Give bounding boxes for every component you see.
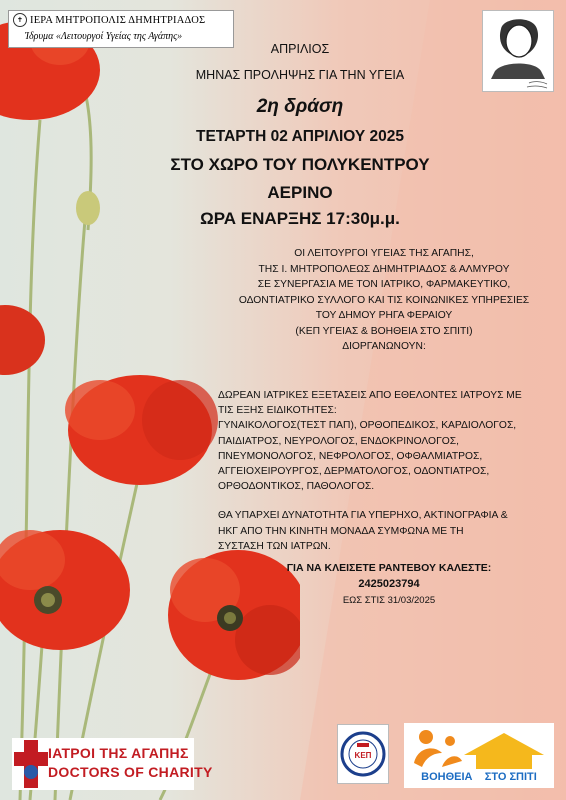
event-village: ΑΕΡΙΝΟ bbox=[267, 183, 333, 202]
exam-line: ΔΩΡΕΑΝ ΙΑΤΡΙΚΕΣ ΕΞΕΤΑΣΕΙΣ ΑΠΟ ΕΘΕΛΟΝΤΕΣ ΙΑΤΡΟΥΣ ΜΕ bbox=[218, 390, 522, 401]
kep-label: ΚΕΠ bbox=[354, 751, 372, 760]
exam-line: ΑΓΓΕΙΟΧΕΙΡΟΥΡΓΟΣ, ΔΕΡΜΑΤΟΛΟΓΟΣ, ΟΔΟΝΤΙΑΤΡΟΣ, bbox=[218, 466, 490, 478]
poppy-bud bbox=[76, 191, 100, 225]
event-time: ΩΡΑ ΕΝΑΡΞΗΣ 17:30μ.μ. bbox=[200, 209, 400, 228]
extra-line: ΗΚΓ ΑΠΟ ΤΗΝ ΚΙΝΗΤΗ ΜΟΝΑΔΑ ΣΥΜΦΩΝΑ ΜΕ ΤΗ bbox=[218, 525, 464, 537]
organizer-line: ΣΕ ΣΥΝΕΡΓΑΣΙΑ ΜΕ ΤΟΝ ΙΑΤΡΙΚΟ, ΦΑΡΜΑΚΕΥΤΙΚΟ, bbox=[257, 279, 511, 290]
home-help-logo bbox=[404, 723, 554, 788]
poppy-center bbox=[65, 375, 218, 485]
organizers-block bbox=[214, 246, 554, 355]
kep-health-logo bbox=[337, 724, 389, 784]
exam-line: ΓΥΝΑΙΚΟΛΟΓΟΣ(ΤΕΣΤ ΠΑΠ), ΟΡΘΟΠΕΔΙΚΟΣ, ΚΑΡΔΙΟΛΟΓΟΣ, bbox=[218, 420, 517, 432]
prevention-subtitle: ΜΗΝΑΣ ΠΡΟΛΗΨΗΣ ΓΙΑ ΤΗΝ ΥΓΕΙΑ bbox=[195, 68, 405, 82]
charity-name-english: DOCTORS OF CHARITY bbox=[48, 764, 213, 780]
event-date: ΤΕΤΑΡΤΗ 02 ΑΠΡΙΛΙΟΥ 2025 bbox=[195, 128, 405, 145]
month-heading: ΑΠΡΙΛΙΟΣ bbox=[270, 42, 330, 56]
cross-seal-icon: ✝ bbox=[13, 13, 27, 27]
organizer-line: ΤΗΣ Ι. ΜΗΤΡΟΠΟΛΕΩΣ ΔΗΜΗΤΡΙΑΔΟΣ & ΑΛΜΥΡΟΥ bbox=[258, 263, 510, 275]
exam-line: ΟΡΘΟΔΟΝΤΙΚΟΣ, ΠΑΘΟΛΟΓΟΣ. bbox=[218, 481, 375, 493]
organizer-line: ΟΔΟΝΤΙΑΤΡΙΚΟ ΣΥΛΛΟΓΟ ΚΑΙ ΤΙΣ ΚΟΙΝΩΝΙΚΕΣ ΥΠΗΡΕΣΙΕΣ bbox=[238, 294, 530, 306]
house-people-icon bbox=[404, 723, 554, 773]
doctors-of-charity-logo bbox=[12, 738, 213, 790]
organizer-line: (ΚΕΠ ΥΓΕΙΑΣ & ΒΟΗΘΕΙΑ ΣΤΟ ΣΠΙΤΙ) bbox=[295, 325, 473, 337]
portrait-sketch bbox=[482, 10, 554, 92]
poppy-bottom-left bbox=[0, 530, 130, 650]
red-cross-icon bbox=[14, 738, 48, 790]
organizer-line: ΤΟΥ ΔΗΜΟΥ ΡΗΓΑ ΦΕΡΑΙΟΥ bbox=[315, 310, 453, 321]
event-place: ΣΤΟ ΧΩΡΟ ΤΟΥ ΠΟΛΥΚΕΝΤΡΟΥ bbox=[170, 155, 430, 174]
action-number: 2η δράση bbox=[256, 96, 344, 117]
exams-block bbox=[218, 388, 558, 554]
booking-phone: 2425023794 bbox=[358, 578, 420, 590]
booking-deadline: ΕΩΣ ΣΤΙΣ 31/03/2025 bbox=[342, 595, 436, 606]
exam-line: ΠΑΙΔΙΑΤΡΟΣ, ΝΕΥΡΟΛΟΓΟΣ, ΕΝΔΟΚΡΙΝΟΛΟΓΟΣ, bbox=[218, 435, 459, 447]
organizer-line: ΟΙ ΛΕΙΤΟΥΡΓΟΙ ΥΓΕΙΑΣ ΤΗΣ ΑΓΑΠΗΣ, bbox=[294, 248, 474, 259]
home-help-label: ΒΟΗΘΕΙΑ bbox=[421, 771, 473, 783]
org-name: ΙΕΡΑ ΜΗΤΡΟΠΟΛΙΣ ΔΗΜΗΤΡΙΑΔΟΣ bbox=[30, 14, 206, 26]
extra-line: ΘΑ ΥΠΑΡΧΕΙ ΔΥΝΑΤΟΤΗΤΑ ΓΙΑ ΥΠΕΡΗΧΟ, ΑΚΤΙΝΟΓΡΑΦΙΑ & bbox=[218, 510, 508, 522]
booking-call: ΓΙΑ ΝΑ ΚΛΕΙΣΕΤΕ ΡΑΝΤΕΒΟΥ ΚΑΛΕΣΤΕ: bbox=[286, 562, 492, 574]
foundation-name: Ίδρυμα «Λειτουργοί Υγείας της Αγάπης» bbox=[25, 31, 183, 42]
charity-name-greek: ΙΑΤΡΟΙ ΤΗΣ ΑΓΑΠΗΣ bbox=[48, 745, 189, 761]
extra-line: ΣΥΣΤΑΣΗ ΤΩΝ ΙΑΤΡΩΝ. bbox=[218, 540, 331, 552]
organizer-line: ΔΙΟΡΓΑΝΩΝΟΥΝ: bbox=[342, 341, 426, 352]
poppy-left-middle bbox=[0, 305, 45, 375]
home-help-label-2: ΣΤΟ ΣΠΙΤΙ bbox=[484, 771, 537, 783]
exam-line: ΤΙΣ ΕΞΗΣ ΕΙΔΙΚΟΤΗΤΕΣ: bbox=[218, 405, 337, 417]
exam-line: ΠΝΕΥΜΟΝΟΛΟΓΟΣ, ΝΕΦΡΟΛΟΓΟΣ, ΟΦΘΑΛΜΙΑΤΡΟΣ, bbox=[218, 450, 483, 462]
